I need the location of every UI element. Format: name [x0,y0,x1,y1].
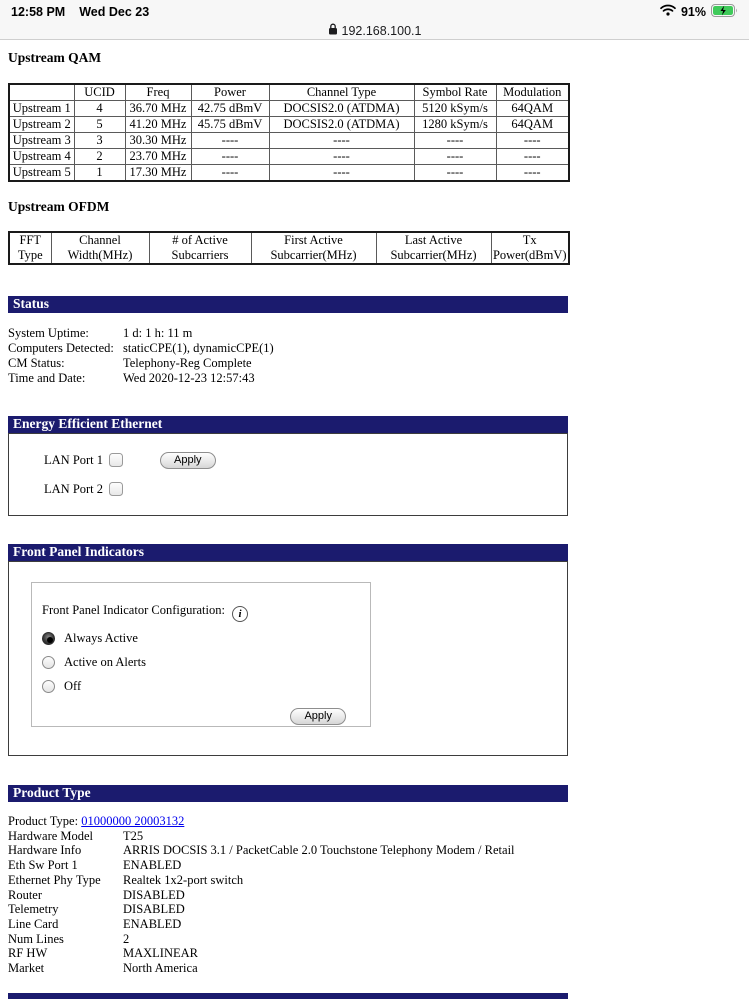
product-section-header: Product Type [8,785,568,802]
bottom-section-header-partial [8,993,568,999]
fpi-option-always-active [42,631,370,646]
product-value: 2 [123,931,130,946]
table-row [9,165,569,182]
product-label: Hardware Info [8,843,82,858]
header-line: FFT [19,233,42,247]
off-radio[interactable] [42,680,55,693]
cell: 23.70 MHz [125,149,191,165]
col-header-freq: Freq [125,84,191,101]
fpi-option-active-on-alerts [42,655,370,670]
url-bar[interactable] [0,21,749,40]
cell: ---- [496,165,569,182]
status-label: System Uptime: [8,326,89,340]
battery-percent: 91% [680,4,706,19]
status-value: Telephony-Reg Complete [123,356,252,370]
status-label: Computers Detected: [8,341,114,355]
col-header-active-subcarriers [149,232,251,264]
header-line: Channel [79,233,121,247]
upstream-qam-table [8,83,570,182]
status-label: CM Status: [8,356,65,370]
product-value: Realtek 1x2-port switch [123,872,244,887]
col-header-modulation: Modulation [496,84,569,101]
col-header-channel-type: Channel Type [269,84,414,101]
cell: 42.75 dBmV [191,101,269,117]
product-label: Market [8,961,45,976]
clock-date: Wed Dec 23 [79,4,150,19]
product-type-label: Product Type: [8,814,79,828]
lan-port-1-row [44,449,567,471]
col-header-blank [9,84,74,101]
product-row [8,843,568,858]
cell: ---- [269,165,414,182]
cell: Upstream 4 [9,149,74,165]
status-value: Wed 2020-12-23 12:57:43 [123,371,255,385]
cell: 64QAM [496,101,569,117]
header-line: Subcarrier(MHz) [270,248,357,262]
product-value: DISABLED [123,902,185,917]
cell: ---- [269,133,414,149]
lan-port-2-checkbox[interactable] [109,482,123,496]
product-label: Line Card [8,916,59,931]
fpi-apply-row [42,706,370,725]
cell: 5 [74,117,125,133]
col-header-channel-width [51,232,149,264]
product-label: RF HW [8,946,48,961]
product-label: Router [8,887,43,902]
product-row [8,829,568,844]
product-row [8,888,568,903]
col-header-first-active [251,232,376,264]
cell: 4 [74,101,125,117]
product-label: Hardware Model [8,828,94,843]
header-line: Power(dBmV) [492,248,567,262]
cell: 41.20 MHz [125,117,191,133]
fpi-option-off [42,679,370,694]
fpi-section-header: Front Panel Indicators [8,544,568,561]
header-line: Last Active [404,233,463,247]
cell: DOCSIS2.0 (ATDMA) [269,101,414,117]
product-type-row [8,814,568,829]
status-row [8,326,568,341]
product-row [8,873,568,888]
clock-time: 12:58 PM [11,4,66,19]
cell: 30.30 MHz [125,133,191,149]
status-label: Time and Date: [8,371,86,385]
cell: 1 [74,165,125,182]
product-label: Eth Sw Port 1 [8,858,78,873]
cell: 64QAM [496,117,569,133]
upstream-qam-title: Upstream QAM [8,50,102,65]
table-row [9,133,569,149]
status-value: 1 d: 1 h: 11 m [123,326,193,340]
product-value: MAXLINEAR [123,946,198,961]
header-line: First Active [284,233,343,247]
table-row [9,101,569,117]
col-header-fft-type [9,232,51,264]
product-row [8,902,568,917]
cell: ---- [191,149,269,165]
product-value: DISABLED [123,887,185,902]
cell: Upstream 3 [9,133,74,149]
cell: 45.75 dBmV [191,117,269,133]
status-value: staticCPE(1), dynamicCPE(1) [123,341,274,355]
cell: ---- [269,149,414,165]
always-active-label: Always Active [64,631,138,645]
status-section-header: Status [8,296,568,313]
cell: 3 [74,133,125,149]
lan-port-2-label: LAN Port 2 [44,481,104,496]
battery-charging-icon [711,4,738,20]
col-header-power: Power [191,84,269,101]
header-line: Subcarriers [171,248,229,262]
header-line: Subcarrier(MHz) [390,248,477,262]
header-line: # of Active [172,233,228,247]
table-header-row [9,84,569,101]
header-line: Type [17,248,43,262]
cell: 36.70 MHz [125,101,191,117]
eee-apply-button[interactable]: Apply [160,452,216,469]
cell: DOCSIS2.0 (ATDMA) [269,117,414,133]
col-header-ucid: UCID [74,84,125,101]
product-value: North America [123,961,198,976]
info-icon[interactable]: i [232,606,248,622]
lan-port-1-label: LAN Port 1 [44,452,104,467]
cell: Upstream 2 [9,117,74,133]
lock-icon [328,23,338,38]
cell: ---- [191,133,269,149]
product-row [8,932,568,947]
col-header-last-active [376,232,491,264]
cell: Upstream 1 [9,101,74,117]
product-label: Ethernet Phy Type [8,872,101,887]
cell: ---- [414,165,496,182]
cell: ---- [191,165,269,182]
product-value: ENABLED [123,916,182,931]
wifi-icon [660,4,676,19]
table-header-row [9,232,569,264]
status-row [8,356,568,371]
status-row [8,371,568,386]
header-line: Width(MHz) [67,248,133,262]
col-header-symbol-rate: Symbol Rate [414,84,496,101]
fpi-config-label-row [42,603,370,622]
product-label: Num Lines [8,931,64,946]
product-type-link[interactable]: 01000000 20003132 [81,814,185,828]
active-on-alerts-radio[interactable] [42,656,55,669]
product-row [8,961,568,976]
cell: ---- [414,133,496,149]
status-row [8,341,568,356]
lan-port-1-checkbox[interactable] [109,453,123,467]
product-row [8,946,568,961]
upstream-ofdm-table [8,231,570,265]
active-on-alerts-label: Active on Alerts [64,655,146,669]
lan-port-2-row [44,478,567,500]
header-line: Tx [522,233,537,247]
product-row [8,858,568,873]
table-row [9,117,569,133]
eee-panel [8,433,568,516]
col-header-tx-power [491,232,569,264]
upstream-ofdm-title: Upstream OFDM [8,199,110,214]
cell: ---- [496,149,569,165]
off-label: Off [64,679,82,693]
ios-status-bar [0,0,749,21]
product-value: ENABLED [123,858,182,873]
cell: 17.30 MHz [125,165,191,182]
cell: ---- [496,133,569,149]
cell: 5120 kSym/s [414,101,496,117]
cell: 1280 kSym/s [414,117,496,133]
table-row [9,149,569,165]
product-label: Telemetry [8,902,59,917]
fpi-apply-button[interactable]: Apply [290,708,346,725]
cell: Upstream 5 [9,165,74,182]
browser-chrome [0,0,749,40]
fpi-config-box [31,582,371,727]
eee-section-header: Energy Efficient Ethernet [8,416,568,433]
url-text: 192.168.100.1 [341,23,422,38]
fpi-panel [8,561,568,756]
fpi-config-label: Front Panel Indicator Configuration: [42,603,225,617]
product-value: ARRIS DOCSIS 3.1 / PacketCable 2.0 Touchstone Telephony Modem / Retail [123,843,515,858]
cell: 2 [74,149,125,165]
product-row [8,917,568,932]
always-active-radio[interactable] [42,632,55,645]
product-value: T25 [123,828,144,843]
cell: ---- [414,149,496,165]
